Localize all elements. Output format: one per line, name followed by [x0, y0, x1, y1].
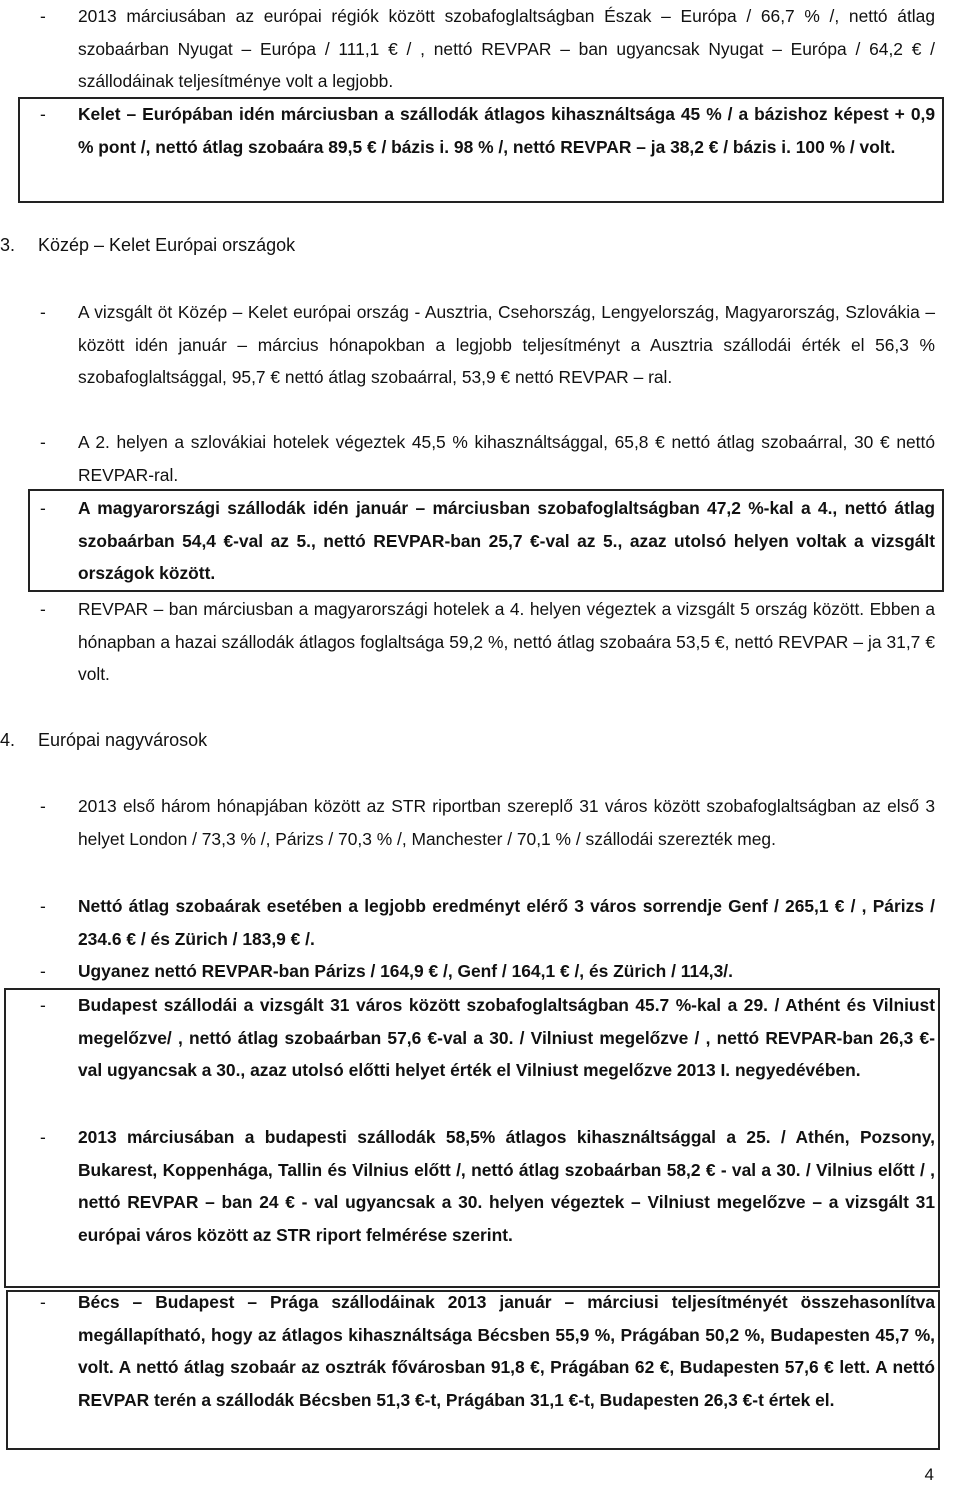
list-item — [40, 0, 935, 98]
bullet-dash: - — [40, 498, 46, 518]
list-item — [40, 890, 935, 955]
list-item — [40, 296, 935, 394]
bullet-dash: - — [40, 6, 46, 26]
bullet-dash: - — [40, 1292, 46, 1312]
paragraph-text: A 2. helyen a szlovákiai hotelek végeztek 45,5 % kihasználtsággal, 65,8 € nettó átlag szobaárral, 30 € nettó REVPAR-ral. — [78, 432, 935, 485]
bullet-dash: - — [40, 896, 46, 916]
paragraph-text: Nettó átlag szobaárak esetében a legjobb eredményt elérő 3 város sorrendje Genf / 265,1 € / , Párizs / 234.6 € / és Zürich / 183,9 € /. — [78, 896, 935, 949]
list-item — [40, 426, 935, 491]
bullet-dash: - — [40, 302, 46, 322]
bullet-dash: - — [40, 104, 46, 124]
paragraph-text: A magyarországi szállodák idén január – márciusban szobafoglaltságban 47,2 %-kal a 4., nettó átlag szobaárban 54,4 €-val az 5., nettó REVPAR-ban 25,7 €-val az 5., azaz utolsó helyen voltak a vizsgált országok között. — [78, 498, 935, 583]
section-title: Közép – Kelet Európai országok — [38, 235, 296, 255]
paragraph-text: 2013 első három hónapjában között az STR riportban szereplő 31 város között szobafoglaltságban az első 3 helyet London / 73,3 % /, Párizs / 70,3 % /, Manchester / 70,1 % / szállodái szerezték meg. — [78, 796, 935, 849]
section-heading — [0, 725, 207, 755]
paragraph-text: Bécs – Budapest – Prága szállodáinak 2013 január – márciusi teljesítményét összehasonlítva megállapítható, hogy az átlagos kihasználtsága Bécsben 55,9 %, Prágában 50,2 %, Budapesten 45,7 %, volt. A nettó átlag szobaár az osztrák fővárosban 91,8 €, Prágában 62 €, Budapesten 57,6 € lett. A nettó REVPAR terén a szállodák Bécsben 51,3 €-t, Prágában 31,1 €-t, Budapesten 26,3 €-t értek el. — [78, 1292, 935, 1410]
bullet-dash: - — [40, 599, 46, 619]
bullet-dash: - — [40, 796, 46, 816]
list-item — [40, 955, 935, 988]
section-number: 3. — [0, 235, 16, 255]
paragraph-text: A vizsgált öt Közép – Kelet európai ország - Ausztria, Csehország, Lengyelország, Magyarország, Szlovákia – között idén január – március hónapokban a legjobb teljesítményt a Ausztria szállodái érték el 56,3 % szobafoglaltsággal, 95,7 € nettó átlag szobaárral, 53,9 € nettó REVPAR – ral. — [78, 302, 935, 387]
list-item — [40, 790, 935, 855]
paragraph-text: REVPAR – ban márciusban a magyarországi hotelek a 4. helyen végeztek a vizsgált 5 ország között. Ebben a hónapban a hazai szállodák átlagos foglaltsága 59,2 %, nettó átlag szobaára 53,5 €, nettó REVPAR – ja 31,7 € volt. — [78, 599, 935, 684]
page-number: 4 — [924, 1465, 934, 1484]
list-item — [40, 98, 935, 163]
paragraph-text: Ugyanez nettó REVPAR-ban Párizs / 164,9 € /, Genf / 164,1 € /, és Zürich / 114,3/. — [78, 961, 733, 981]
section-title: Európai nagyvárosok — [38, 730, 208, 750]
list-item — [40, 1121, 935, 1251]
paragraph-text: Kelet – Európában idén márciusban a szállodák átlagos kihasználtsága 45 % / a bázishoz képest + 0,9 % pont /, nettó átlag szobaára 89,5 € / bázis i. 98 % /, nettó REVPAR – ja 38,2 € / bázis i. 100 % / volt. — [78, 104, 935, 157]
paragraph-text: 2013 márciusában az európai régiók között szobafoglaltságban Észak – Európa / 66,7 % /, nettó átlag szobaárban Nyugat – Európa / 111,1 € / , nettó REVPAR – ban ugyancsak Nyugat – Európa / 64,2 € / szállodáinak teljesítménye volt a legjobb. — [78, 6, 935, 91]
bullet-dash: - — [40, 432, 46, 452]
list-item — [40, 1286, 935, 1416]
list-item — [40, 989, 935, 1087]
bullet-dash: - — [40, 1127, 46, 1147]
section-heading — [0, 230, 295, 260]
bullet-dash: - — [40, 995, 46, 1015]
list-item — [40, 593, 935, 691]
section-number: 4. — [0, 730, 16, 750]
list-item — [40, 492, 935, 590]
bullet-dash: - — [40, 961, 46, 981]
paragraph-text: Budapest szállodái a vizsgált 31 város között szobafoglaltságban 45.7 %-kal a 29. / Athént és Vilniust megelőzve/ , nettó átlag szobaárban 57,6 €-val a 30. / Vilniust megelőzve / , nettó REVPAR-ban 26,3 €-val ugyancsak a 30., azaz utolsó előtti helyet érték el Vilniust megelőzve 2013 I. negyedévében. — [78, 995, 935, 1080]
paragraph-text: 2013 márciusában a budapesti szállodák 58,5% átlagos kihasználtsággal a 25. / Athén, Pozsony, Bukarest, Koppenhága, Tallin és Vilnius előtt /, nettó átlag szobaárban 58,2 € - val a 30. / Vilnius előtt / , nettó REVPAR – ban 24 € - val ugyancsak a 30. helyen végeztek – Vilniust megelőzve – a vizsgált 31 európai város között az STR riport felmérése szerint. — [78, 1127, 935, 1245]
